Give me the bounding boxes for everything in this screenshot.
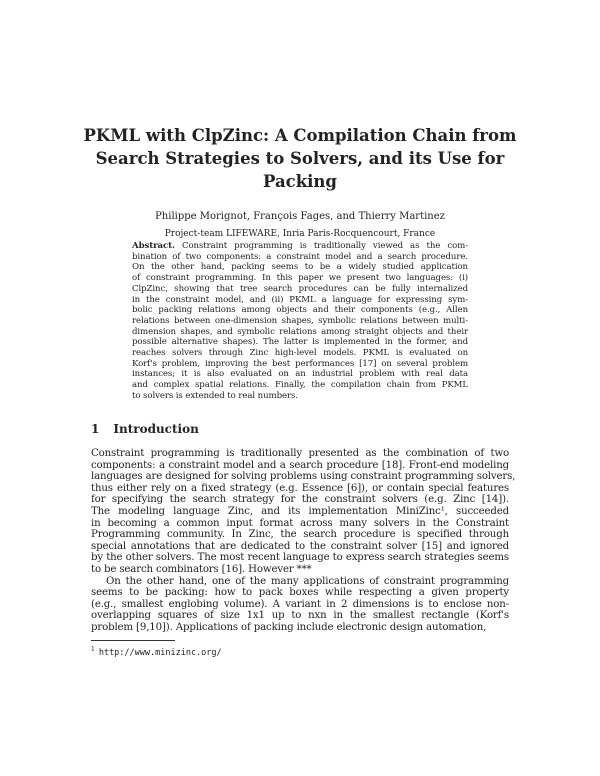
abstract-line (132, 252, 468, 263)
title-line: Search Strategies to Solvers, and its Use for (95, 149, 505, 168)
body-line: (e.g., smallest englobing volume). A variant in 2 dimensions is to enclose non- (91, 598, 509, 610)
abstract-line (132, 380, 468, 391)
abstract-text: of constraint programming. In this paper we present two languages: (i) (132, 273, 468, 284)
body-line: languages are designed for solving problems using constraint programming solvers, (91, 471, 516, 483)
abstract-line (132, 369, 468, 380)
abstract-text: to solvers is extended to real numbers. (132, 390, 298, 401)
section-title: Introduction (113, 422, 199, 436)
body-line: The modeling language Zinc, and its implementation MiniZinc¹, succeeded (91, 506, 509, 517)
abstract-text: instances; it is also evaluated on an industrial problem with real data (132, 369, 468, 380)
body-line: for specifying the search strategy for the constraint solvers (e.g. Zinc [14]). (91, 494, 509, 506)
body-line: in becoming a common input format across many solvers in the Constraint (91, 517, 509, 529)
footnote (91, 644, 222, 659)
body-line: thus either rely on a fixed strategy (e.g. Essence [6]), or contain special features (91, 482, 509, 494)
abstract-text: and complex spatial relations. Finally, the compilation chain from PKML (132, 380, 468, 391)
section-number: 1 (91, 422, 100, 436)
body-line: special annotations that are dedicated to the constraint solver [15] and ignored (91, 540, 509, 552)
abstract-text: Constraint programming is traditionally viewed as the com- (181, 241, 468, 251)
body-line: problem [9,10]). Applications of packing include electronic design automation, (91, 622, 487, 633)
footnote-rule (91, 640, 175, 641)
abstract-text: relations between one-dimension shapes, symbolic relations between multi- (132, 315, 468, 326)
section-heading (91, 422, 213, 436)
abstract-line (132, 262, 468, 273)
body-line: Constraint programming is traditionally presented as the combination of two (91, 448, 509, 459)
abstract-line (132, 284, 468, 295)
abstract-text: reaches solvers through Zinc high-level models. PKML is evaluated on (132, 348, 468, 358)
abstract-line (132, 348, 468, 359)
abstract-text: On the other hand, packing seems to be a widely studied application (132, 262, 468, 273)
abstract-line (132, 241, 468, 252)
abstract-line (132, 359, 468, 370)
abstract-text: bination of two components: a constraint model and a search procedure. (132, 251, 468, 262)
body-line: components: a constraint model and a search procedure [18]. Front-end modeling (91, 459, 509, 471)
abstract-line (132, 391, 468, 402)
body-line: Programming community. In Zinc, the search procedure is specified through (91, 529, 509, 541)
abstract-line (132, 295, 468, 306)
authors: Philippe Morignot, François Fages, and Thierry Martinez (155, 211, 445, 222)
abstract-text: in the constraint model, and (ii) PKML a language for expressing sym- (132, 294, 468, 305)
abstract-line (132, 305, 468, 316)
body-line: overlapping squares of size 1x1 up to nxn in the smallest rectangle (Korf's (91, 610, 509, 622)
abstract-line (132, 273, 468, 284)
footnote-mark: 1 (91, 646, 95, 653)
abstract-text: bolic packing relations among objects and their components (e.g., Allen (132, 305, 468, 316)
abstract-label: Abstract. (132, 241, 175, 251)
abstract-line (132, 327, 468, 338)
affiliation: Project-team LIFEWARE, Inria Paris-Rocquencourt, France (164, 229, 436, 239)
body-line: by the other solvers. The most recent language to express search strategies seems (91, 552, 509, 564)
body-line: to be search combinators [16]. However *** (91, 564, 312, 575)
body-line: seems to be packing: how to pack boxes while respecting a given property (91, 587, 509, 599)
abstract-text: Korf's problem, improving the best performances [17] on several problem (132, 358, 468, 369)
abstract-text: possible alternative shapes). The latter is implemented in the former, and (132, 337, 468, 348)
abstract-text: ClpZinc, showing that tree search procedures can be fully internalized (132, 283, 468, 294)
footnote-url[interactable]: http://www.minizinc.org/ (98, 647, 222, 658)
abstract-line (132, 316, 468, 327)
body-line: On the other hand, one of the many applications of constraint programming (106, 575, 509, 587)
abstract-line (132, 337, 468, 348)
title-line: PKML with ClpZinc: A Compilation Chain from (83, 126, 517, 145)
title-line: Packing (263, 172, 337, 191)
abstract-text: dimension shapes, and symbolic relations among straight objects and their (132, 326, 468, 337)
